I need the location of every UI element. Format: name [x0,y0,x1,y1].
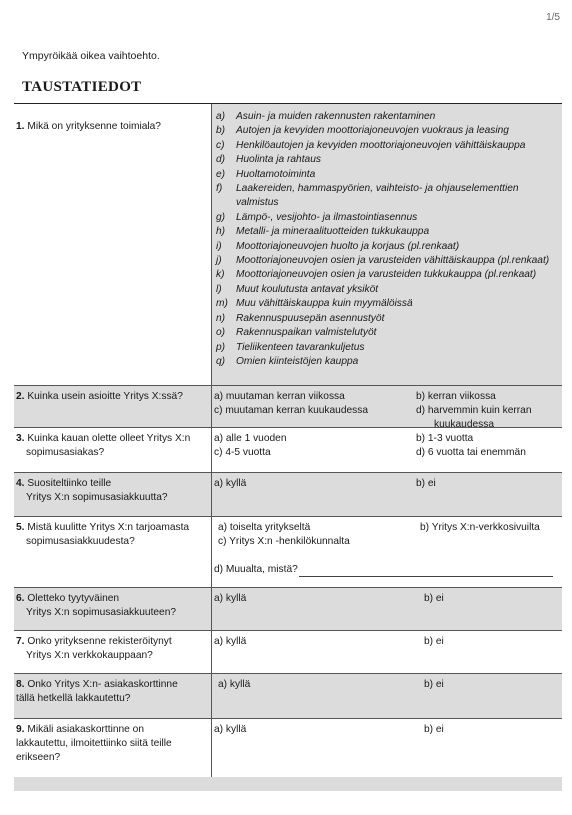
question-text: Mikäli asiakaskorttinne on [27,724,144,735]
question-text-cont2: erikseen? [16,752,61,763]
option-a[interactable]: a) kyllä [218,679,251,690]
answer-cell [212,588,562,630]
industry-options [212,104,562,385]
option-d[interactable]: d) 6 vuotta tai enemmän [416,447,526,458]
question-cell [14,588,212,630]
option-h[interactable]: h) Metalli- ja mineraalituotteiden tukkukauppa [216,226,430,238]
option-a[interactable]: a) kyllä [214,478,247,489]
option-b[interactable]: b) ei [424,724,444,735]
question-number: 3. [16,433,25,444]
option-j[interactable]: j) Moottoriajoneuvojen osien ja varusteiden vähittäiskauppa (pl.renkaat) [216,255,550,267]
question-text-cont: Yritys X:n sopimusasiakkuutta? [26,492,168,503]
answer-cell [212,386,562,430]
option-b[interactable]: b) 1-3 vuotta [416,433,474,444]
question-text-cont: lakkautettu, ilmoitettiinko siitä teille [16,738,172,749]
question-text-cont: sopimusasiakas? [26,447,105,458]
question-number: 8. [16,679,25,690]
question-cell [14,631,212,673]
question-cell [14,104,212,385]
option-q[interactable]: q) Omien kiinteistöjen kauppa [216,355,359,367]
option-a[interactable]: a) kyllä [214,636,247,647]
question-text-cont: Yritys X:n sopimusasiakkuuteen? [26,607,177,618]
question-row-1 [14,104,562,386]
option-a[interactable]: a) muutaman kerran viikossa [214,391,345,402]
question-number: 2. [16,391,25,402]
section-title: TAUSTATIEDOT [22,79,142,95]
question-text: Kuinka usein asioitte Yritys X:ssä? [27,391,183,402]
question-text-cont: Yritys X:n verkkokauppaan? [26,650,153,661]
option-b[interactable]: b) Autojen ja kevyiden moottoriajoneuvojen vuokraus ja leasing [216,125,509,137]
question-row-5 [14,517,562,588]
question-number: 9. [16,724,25,735]
table-bottom-band [14,777,562,791]
option-d[interactable]: d) Muualta, mistä? [214,563,562,577]
question-row-7 [14,631,562,674]
instruction-text: Ympyröikää oikea vaihtoehto. [22,50,160,62]
option-d[interactable]: d) harvemmin kuin kerran kuukaudessa [416,405,532,430]
question-row-6 [14,588,562,631]
page-number: 1/5 [546,12,560,23]
question-cell [14,386,212,427]
question-number: 1. [16,121,25,132]
option-g[interactable]: g) Lämpö-, vesijohto- ja ilmastointiasennus [216,211,418,223]
question-number: 5. [16,522,25,533]
question-text: Onko yrityksenne rekisteröitynyt [27,636,172,647]
option-d[interactable]: d) Huolinta ja rahtaus [216,154,321,166]
question-row-4 [14,473,562,517]
option-b[interactable]: b) ei [424,679,444,690]
option-b[interactable]: b) ei [424,593,444,604]
questionnaire-table [14,103,562,791]
question-text: Mikä on yrityksenne toimiala? [27,121,161,132]
option-c[interactable]: c) Henkilöautojen ja kevyiden moottoriajoneuvojen vähittäiskauppa [216,139,526,151]
option-p[interactable]: p) Tieliikenteen tavarankuljetus [216,341,365,353]
answer-cell [212,631,562,673]
question-cell [14,674,212,718]
question-row-2 [14,386,562,428]
question-row-3 [14,428,562,473]
option-c[interactable]: c) 4-5 vuotta [214,447,271,458]
option-a[interactable]: a) toiselta yritykseltä [218,522,311,533]
option-c[interactable]: c) muutaman kerran kuukaudessa [214,405,369,416]
option-b[interactable]: b) ei [416,478,436,489]
option-a[interactable]: a) Asuin- ja muiden rakennusten rakentaminen [216,111,436,122]
answer-cell [212,517,562,587]
option-e[interactable]: e) Huoltamotoiminta [216,168,316,180]
other-source-field[interactable] [299,566,553,577]
option-k[interactable]: k) Moottoriajoneuvojen osien ja varusteiden tukkukauppa (pl.renkaat) [216,269,537,281]
question-row-9 [14,719,562,777]
question-number: 7. [16,636,25,647]
question-cell [14,719,212,777]
question-cell [14,517,212,587]
option-b[interactable]: b) kerran viikossa [416,391,496,402]
option-a[interactable]: a) kyllä [214,593,247,604]
answer-cell [212,674,562,718]
question-text-cont: sopimusasiakkuudesta? [26,536,135,547]
option-a[interactable]: a) alle 1 vuoden [214,433,287,444]
answer-cell [212,428,562,472]
option-m[interactable]: m) Muu vähittäiskauppa kuin myymälöissä [216,298,413,310]
option-o[interactable]: o) Rakennuspaikan valmistelutyöt [216,327,377,339]
question-text: Onko Yritys X:n- asiakaskorttinne [27,679,178,690]
answer-cell [212,719,562,777]
question-number: 4. [16,478,25,489]
question-text: Mistä kuulitte Yritys X:n tarjoamasta [27,522,190,533]
option-i[interactable]: i) Moottoriajoneuvojen huolto ja korjaus (pl.renkaat) [216,240,460,252]
question-cell [14,473,212,516]
question-cell [14,428,212,472]
question-text: Kuinka kauan olette olleet Yritys X:n [27,433,191,444]
question-text: Suositeltiinko teille [27,478,112,489]
option-l[interactable]: l) Muut koulutusta antavat yksiköt [216,283,379,295]
option-b[interactable]: b) ei [424,636,444,647]
option-f[interactable]: f) Laakereiden, hammaspyörien, vaihteisto- ja ohjauselementtien valmistus [216,183,519,209]
answer-cell [212,473,562,516]
question-number: 6. [16,593,25,604]
option-a[interactable]: a) kyllä [214,724,247,735]
question-row-8 [14,674,562,719]
option-c[interactable]: c) Yritys X:n -henkilökunnalta [218,536,350,547]
question-text: Oletteko tyytyväinen [27,593,120,604]
question-text-cont: tällä hetkellä lakkautettu? [16,693,131,704]
option-b[interactable]: b) Yritys X:n-verkkosivuilta [420,522,540,533]
option-n[interactable]: n) Rakennuspuusepän asennustyöt [216,312,385,324]
